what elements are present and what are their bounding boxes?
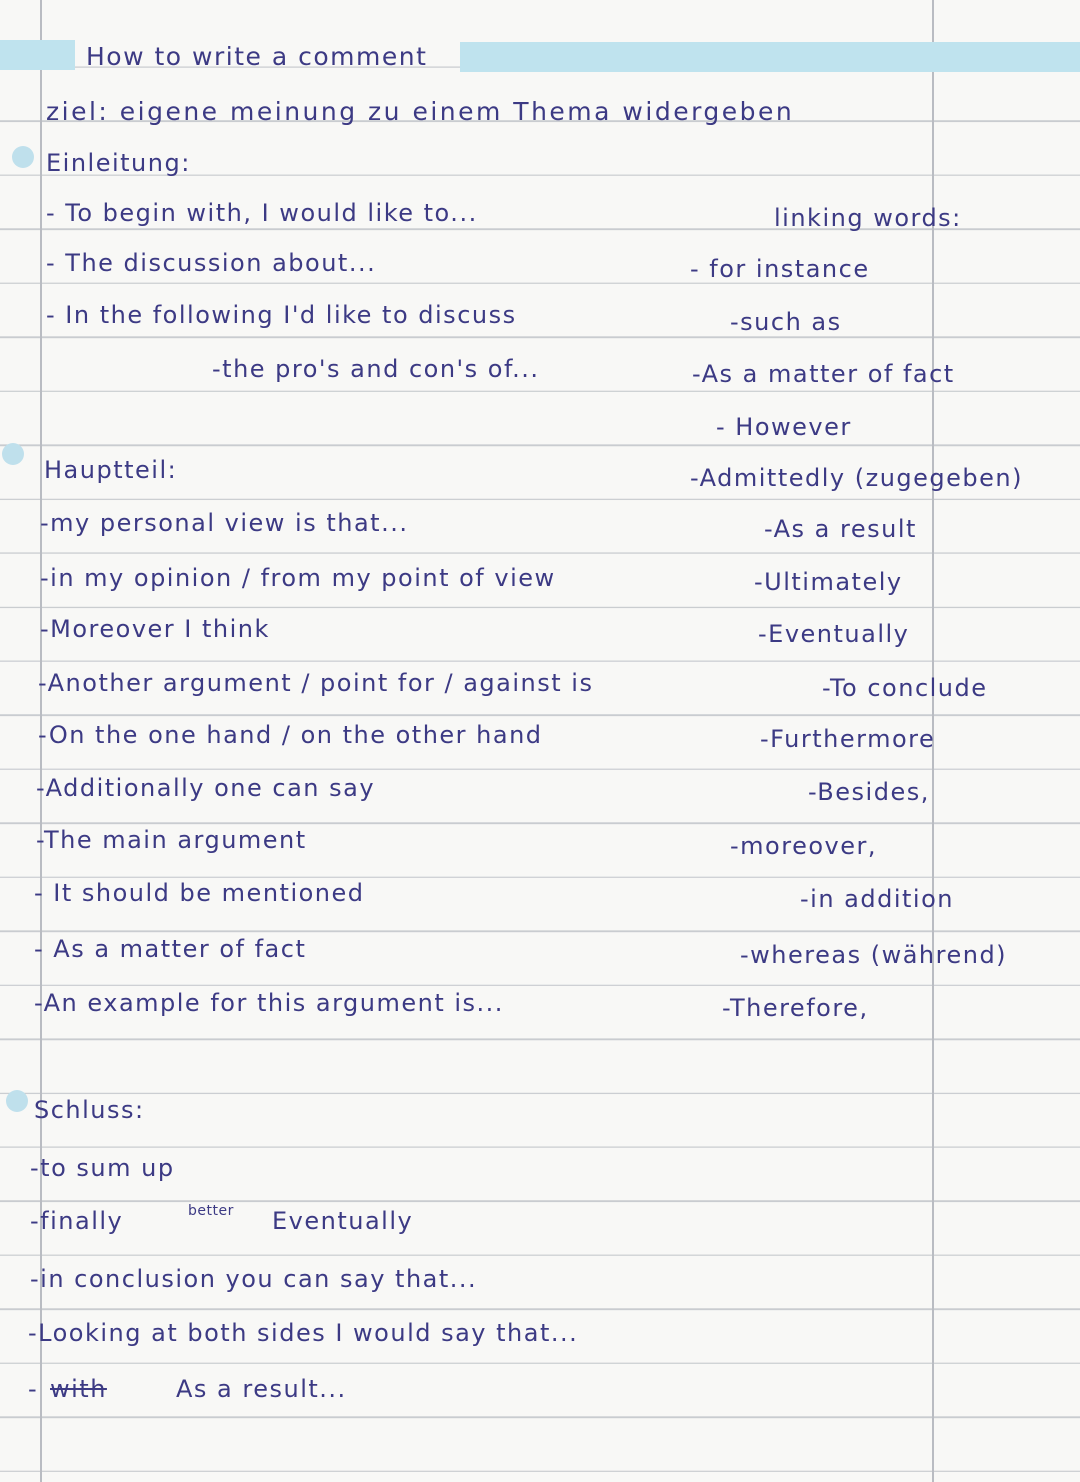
phrase-item: -my personal view is that... [40,509,409,537]
phrase-dash: - [28,1375,39,1403]
phrase-item: - The discussion about... [46,249,377,277]
page-title: How to write a comment [86,42,428,71]
linking-word: -Therefore, [722,994,869,1022]
linking-word: -Eventually [758,620,910,648]
linking-word: -As a matter of fact [692,360,955,388]
linking-word: -Furthermore [760,725,936,753]
crossed-out-word: with [50,1375,107,1403]
phrase-item: -the pro's and con's of... [212,355,540,383]
linking-word: -As a result [764,515,917,543]
phrase-item: -On the one hand / on the other hand [38,721,543,749]
phrase-item: -Additionally one can say [36,774,376,802]
title-highlight [0,40,75,70]
linking-word: -moreover, [730,832,877,860]
section-heading-einleitung: Einleitung: [46,149,191,177]
phrase-item: As a result... [176,1375,347,1403]
phrase-item: - To begin with, I would like to... [46,199,478,227]
linking-word: -in addition [800,885,954,913]
linking-word: -Admittedly (zugegeben) [690,464,1023,492]
linking-word: -whereas (während) [740,941,1008,969]
phrase-item: -An example for this argument is... [34,989,504,1017]
section-heading-schluss: Schluss: [34,1096,145,1124]
linking-word: - However [716,413,852,441]
linking-word: -Ultimately [754,568,903,596]
phrase-item: -Looking at both sides I would say that... [28,1319,579,1347]
phrase-item: -Moreover I think [40,615,270,643]
phrase-item: - In the following I'd like to discuss [46,301,517,329]
linking-word: -To conclude [822,674,988,702]
phrase-item: -Another argument / point for / against is [38,669,594,697]
phrase-item: Eventually [272,1207,414,1235]
annotation-better: better [188,1203,234,1219]
goal-line: ziel: eigene meinung zu einem Thema widergeben [46,97,795,126]
phrase-item: -to sum up [30,1154,175,1182]
binder-hole-marker [2,443,24,465]
phrase-item: -in my opinion / from my point of view [40,564,556,592]
binder-hole-marker [6,1090,28,1112]
section-heading-hauptteil: Hauptteil: [44,456,178,484]
phrase-item: - It should be mentioned [34,879,365,907]
linking-word: -Besides, [808,778,930,806]
binder-hole-marker [12,146,34,168]
phrase-item: -finally [30,1207,124,1235]
phrase-item: -The main argument [36,826,307,854]
phrase-item: - As a matter of fact [34,935,307,963]
linking-words-heading: linking words: [774,204,962,232]
title-highlight [460,42,1080,72]
linking-word: -such as [730,308,842,336]
phrase-item: -in conclusion you can say that... [30,1265,478,1293]
linking-word: - for instance [690,255,870,283]
